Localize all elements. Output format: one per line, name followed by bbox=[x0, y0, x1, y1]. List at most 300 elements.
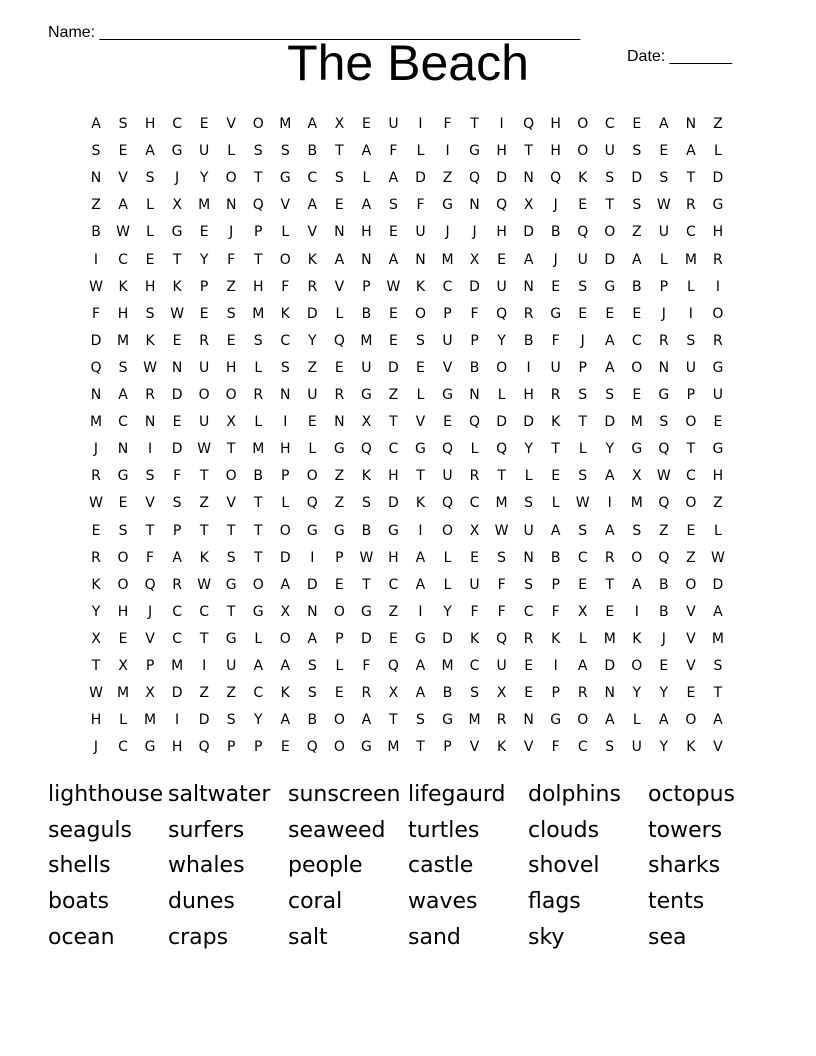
grid-letter: R bbox=[145, 387, 155, 403]
grid-letter: S bbox=[578, 468, 588, 485]
grid-letter: P bbox=[226, 739, 236, 756]
grid-letter: T bbox=[199, 630, 209, 647]
grid-letter: T bbox=[253, 549, 263, 566]
grid-letter: V bbox=[686, 603, 696, 620]
grid-letter: P bbox=[578, 359, 587, 376]
grid-letter: L bbox=[119, 712, 127, 729]
grid-letter: T bbox=[145, 522, 155, 539]
grid-letter: Z bbox=[226, 278, 236, 295]
word-list-item: castle bbox=[408, 853, 474, 878]
grid-letter: D bbox=[712, 576, 724, 593]
grid-letter: P bbox=[335, 630, 344, 647]
grid-letter: P bbox=[470, 332, 479, 349]
word-list-item: waves bbox=[408, 889, 478, 914]
grid-letter: A bbox=[713, 712, 723, 729]
grid-letter: Y bbox=[253, 712, 263, 729]
word-list-item: clouds bbox=[528, 818, 600, 843]
grid-letter: D bbox=[361, 630, 372, 647]
grid-letter: Q bbox=[442, 441, 454, 458]
grid-letter: L bbox=[443, 549, 452, 566]
grid-letter: P bbox=[199, 278, 209, 295]
grid-letter: H bbox=[712, 224, 724, 241]
grid-letter: P bbox=[145, 658, 155, 674]
grid-letter: F bbox=[416, 197, 425, 214]
grid-letter: T bbox=[686, 170, 696, 187]
grid-letter: M bbox=[252, 441, 265, 458]
grid-letter: R bbox=[199, 332, 210, 349]
grid-letter: K bbox=[551, 414, 561, 431]
grid-letter: A bbox=[415, 549, 426, 566]
grid-letter: U bbox=[631, 739, 642, 756]
grid-letter: I bbox=[634, 603, 639, 620]
word-list-item: sea bbox=[648, 925, 687, 950]
grid-letter: J bbox=[93, 739, 99, 756]
grid-letter: S bbox=[659, 170, 669, 187]
grid-letter: L bbox=[308, 441, 317, 458]
grid-letter: L bbox=[281, 224, 290, 241]
grid-letter: D bbox=[415, 170, 426, 187]
grid-letter: N bbox=[307, 603, 318, 620]
grid-letter: L bbox=[497, 387, 506, 403]
grid-letter: L bbox=[686, 278, 695, 295]
grid-letter: Z bbox=[686, 549, 696, 566]
grid-letter: N bbox=[523, 549, 534, 566]
grid-letter: E bbox=[280, 739, 290, 756]
grid-letter: Z bbox=[199, 685, 209, 702]
grid-letter: S bbox=[145, 170, 155, 187]
grid-letter: S bbox=[497, 549, 507, 566]
grid-letter: S bbox=[226, 305, 236, 322]
grid-letter: Q bbox=[333, 332, 345, 349]
grid-letter: E bbox=[226, 332, 236, 349]
grid-letter: E bbox=[172, 332, 182, 349]
grid-letter: Y bbox=[443, 603, 452, 620]
grid-letter: A bbox=[388, 170, 399, 187]
grid-letter: L bbox=[714, 522, 722, 539]
grid-letter: I bbox=[526, 359, 531, 376]
grid-letter: O bbox=[685, 576, 697, 593]
grid-letter: M bbox=[144, 712, 157, 729]
grid-letter: T bbox=[416, 739, 425, 756]
grid-letter: S bbox=[172, 495, 182, 512]
grid-letter: V bbox=[469, 739, 480, 756]
grid-letter: G bbox=[279, 170, 291, 187]
grid-letter: I bbox=[283, 414, 288, 431]
grid-letter: Y bbox=[524, 441, 533, 458]
grid-letter: A bbox=[415, 685, 426, 702]
grid-letter: A bbox=[659, 116, 669, 132]
grid-letter: M bbox=[252, 305, 265, 322]
grid-letter: W bbox=[89, 685, 103, 702]
grid-letter: A bbox=[361, 712, 372, 729]
grid-letter: V bbox=[118, 170, 128, 187]
grid-letter: U bbox=[199, 414, 210, 431]
grid-letter: N bbox=[685, 116, 697, 132]
grid-letter: U bbox=[496, 658, 507, 674]
grid-letter: I bbox=[93, 251, 99, 268]
grid-letter: Q bbox=[469, 414, 481, 431]
grid-letter: U bbox=[199, 359, 210, 376]
grid-letter: U bbox=[658, 224, 669, 241]
word-list-item: seaguls bbox=[48, 818, 132, 843]
grid-letter: N bbox=[658, 359, 670, 376]
grid-letter: H bbox=[117, 305, 129, 322]
grid-letter: V bbox=[415, 414, 426, 431]
grid-letter: D bbox=[198, 712, 210, 729]
grid-letter: P bbox=[335, 549, 344, 566]
grid-letter: X bbox=[523, 197, 534, 214]
grid-letter: V bbox=[307, 224, 318, 241]
grid-letter: U bbox=[307, 387, 318, 403]
grid-letter: O bbox=[333, 603, 345, 620]
grid-letter: F bbox=[551, 332, 560, 349]
grid-letter: X bbox=[118, 658, 128, 674]
grid-letter: R bbox=[469, 468, 480, 485]
grid-letter: G bbox=[469, 143, 480, 160]
grid-letter: B bbox=[361, 522, 372, 539]
grid-letter: Q bbox=[496, 197, 508, 214]
grid-letter: E bbox=[578, 305, 588, 322]
grid-letter: E bbox=[334, 576, 344, 593]
grid-letter: I bbox=[202, 658, 207, 674]
grid-letter: P bbox=[443, 739, 452, 756]
grid-letter: F bbox=[497, 576, 506, 593]
grid-letter: Z bbox=[199, 495, 209, 512]
grid-letter: D bbox=[388, 495, 399, 512]
grid-letter: M bbox=[684, 251, 697, 268]
grid-letter: K bbox=[280, 305, 290, 322]
grid-letter: L bbox=[714, 143, 722, 160]
grid-letter: K bbox=[307, 251, 317, 268]
grid-letter: C bbox=[118, 739, 128, 756]
grid-letter: K bbox=[118, 278, 128, 295]
grid-letter: T bbox=[226, 603, 236, 620]
grid-letter: C bbox=[685, 224, 696, 241]
grid-letter: T bbox=[226, 522, 236, 539]
grid-letter: E bbox=[172, 414, 182, 431]
grid-letter: I bbox=[499, 116, 504, 132]
word-list-item: whales bbox=[168, 853, 245, 878]
grid-letter: Q bbox=[496, 630, 508, 647]
grid-letter: O bbox=[577, 143, 589, 160]
word-list-item: lifegaurd bbox=[408, 782, 506, 807]
grid-letter: S bbox=[91, 143, 101, 160]
grid-letter: H bbox=[523, 387, 534, 403]
grid-letter: H bbox=[117, 603, 129, 620]
grid-letter: O bbox=[577, 116, 589, 132]
word-list-item: shells bbox=[48, 853, 111, 878]
grid-letter: V bbox=[145, 630, 155, 647]
grid-letter: L bbox=[254, 359, 263, 376]
grid-letter: E bbox=[632, 305, 642, 322]
grid-letter: L bbox=[146, 197, 154, 214]
grid-letter: C bbox=[280, 332, 291, 349]
grid-letter: C bbox=[388, 576, 399, 593]
grid-letter: G bbox=[415, 630, 426, 647]
grid-letter: C bbox=[199, 603, 210, 620]
grid-letter: T bbox=[605, 576, 615, 593]
word-list-item: coral bbox=[288, 889, 343, 914]
word-list-item: ocean bbox=[48, 925, 115, 950]
grid-letter: G bbox=[550, 305, 562, 322]
grid-letter: X bbox=[361, 414, 372, 431]
grid-letter: F bbox=[91, 305, 101, 322]
grid-letter: G bbox=[360, 603, 372, 620]
grid-letter: B bbox=[307, 143, 318, 160]
grid-letter: H bbox=[388, 468, 399, 485]
grid-letter: I bbox=[553, 658, 558, 674]
grid-letter: G bbox=[171, 224, 183, 241]
grid-letter: M bbox=[630, 414, 643, 431]
grid-letter: A bbox=[550, 522, 561, 539]
grid-letter: U bbox=[496, 278, 507, 295]
grid-letter: D bbox=[523, 414, 535, 431]
grid-letter: C bbox=[307, 170, 318, 187]
grid-letter: H bbox=[280, 441, 291, 458]
grid-letter: N bbox=[523, 170, 534, 187]
grid-letter: F bbox=[497, 603, 506, 620]
grid-letter: G bbox=[712, 441, 724, 458]
grid-letter: D bbox=[171, 685, 183, 702]
grid-letter: Q bbox=[658, 549, 670, 566]
word-list-item: sunscreen bbox=[288, 782, 401, 807]
grid-letter: J bbox=[661, 630, 666, 647]
grid-letter: P bbox=[172, 522, 182, 539]
grid-letter: G bbox=[442, 387, 453, 403]
grid-letter: F bbox=[551, 603, 560, 620]
grid-letter: P bbox=[686, 387, 696, 403]
grid-letter: K bbox=[632, 630, 642, 647]
grid-letter: P bbox=[281, 468, 290, 485]
grid-letter: N bbox=[225, 197, 237, 214]
grid-letter: O bbox=[333, 739, 345, 756]
grid-letter: M bbox=[711, 630, 724, 647]
grid-letter: S bbox=[280, 143, 290, 160]
grid-letter: S bbox=[686, 332, 696, 349]
grid-letter: S bbox=[307, 658, 317, 674]
grid-letter: C bbox=[577, 739, 588, 756]
grid-letter: E bbox=[389, 332, 398, 349]
grid-letter: E bbox=[578, 576, 588, 593]
grid-letter: P bbox=[254, 739, 263, 756]
grid-letter: U bbox=[442, 332, 453, 349]
grid-letter: O bbox=[252, 576, 264, 593]
grid-letter: G bbox=[225, 630, 237, 647]
grid-letter: D bbox=[469, 278, 480, 295]
grid-letter: F bbox=[389, 143, 398, 160]
grid-letter: X bbox=[172, 197, 182, 214]
grid-letter: G bbox=[442, 712, 453, 729]
word-list-item: towers bbox=[648, 818, 723, 843]
grid-letter: E bbox=[91, 522, 101, 539]
grid-letter: M bbox=[279, 116, 292, 132]
grid-letter: S bbox=[632, 197, 642, 214]
grid-letter: O bbox=[631, 658, 643, 674]
grid-letter: Z bbox=[659, 522, 669, 539]
grid-letter: G bbox=[171, 143, 183, 160]
grid-letter: H bbox=[388, 549, 399, 566]
grid-letter: S bbox=[524, 495, 534, 512]
grid-letter: R bbox=[307, 278, 318, 295]
grid-letter: Q bbox=[198, 739, 210, 756]
grid-letter: X bbox=[280, 603, 291, 620]
grid-letter: P bbox=[362, 278, 371, 295]
grid-letter: T bbox=[470, 116, 479, 132]
grid-letter: W bbox=[143, 359, 157, 376]
grid-letter: U bbox=[604, 143, 615, 160]
grid-letter: Q bbox=[252, 197, 264, 214]
grid-letter: B bbox=[523, 332, 534, 349]
grid-letter: Q bbox=[496, 441, 508, 458]
grid-letter: A bbox=[334, 251, 345, 268]
grid-letter: R bbox=[604, 549, 615, 566]
word-list-item: surfers bbox=[168, 818, 245, 843]
grid-letter: N bbox=[90, 170, 102, 187]
grid-letter: Z bbox=[388, 603, 399, 620]
grid-letter: E bbox=[524, 658, 534, 674]
grid-letter: V bbox=[713, 739, 723, 756]
grid-letter: H bbox=[496, 143, 507, 160]
grid-letter: H bbox=[712, 468, 724, 485]
grid-letter: V bbox=[145, 495, 155, 512]
grid-letter: J bbox=[472, 224, 477, 241]
grid-letter: O bbox=[631, 359, 643, 376]
grid-letter: E bbox=[524, 685, 534, 702]
grid-letter: U bbox=[199, 143, 210, 160]
grid-letter: A bbox=[361, 197, 372, 214]
grid-letter: B bbox=[91, 224, 101, 241]
grid-letter: Q bbox=[550, 170, 562, 187]
grid-letter: E bbox=[686, 522, 696, 539]
grid-letter: E bbox=[389, 305, 398, 322]
grid-letter: B bbox=[550, 549, 561, 566]
grid-letter: E bbox=[416, 359, 425, 376]
grid-letter: N bbox=[117, 441, 129, 458]
grid-letter: I bbox=[310, 549, 315, 566]
grid-letter: A bbox=[415, 576, 426, 593]
grid-letter: N bbox=[144, 414, 156, 431]
grid-letter: A bbox=[632, 576, 642, 593]
grid-letter: C bbox=[172, 630, 182, 647]
grid-letter: T bbox=[551, 441, 560, 458]
grid-letter: W bbox=[116, 224, 130, 241]
word-list-item: boats bbox=[48, 889, 109, 914]
grid-letter: S bbox=[145, 468, 155, 485]
grid-letter: X bbox=[632, 468, 642, 485]
grid-letter: L bbox=[632, 712, 641, 729]
grid-letter: J bbox=[580, 332, 585, 349]
grid-letter: N bbox=[415, 251, 426, 268]
grid-letter: N bbox=[171, 359, 183, 376]
grid-letter: T bbox=[686, 441, 696, 458]
name-field-label: Name: ______________________________________________________ bbox=[48, 24, 581, 41]
grid-letter: T bbox=[389, 712, 398, 729]
grid-letter: G bbox=[333, 441, 345, 458]
grid-letter: V bbox=[523, 739, 534, 756]
grid-letter: E bbox=[199, 224, 209, 241]
grid-letter: G bbox=[415, 441, 426, 458]
grid-letter: G bbox=[360, 387, 372, 403]
grid-letter: E bbox=[443, 414, 452, 431]
grid-letter: W bbox=[386, 278, 401, 295]
grid-letter: C bbox=[631, 332, 642, 349]
grid-letter: C bbox=[469, 495, 480, 512]
grid-letter: I bbox=[607, 495, 612, 512]
grid-letter: R bbox=[523, 630, 534, 647]
grid-letter: D bbox=[496, 414, 507, 431]
grid-letter: G bbox=[144, 739, 156, 756]
grid-letter: Z bbox=[226, 685, 236, 702]
grid-letter: Q bbox=[577, 224, 589, 241]
grid-letter: G bbox=[117, 468, 129, 485]
word-list-item: salt bbox=[288, 925, 328, 950]
grid-letter: C bbox=[388, 441, 399, 458]
grid-letter: P bbox=[254, 224, 263, 241]
grid-letter: Z bbox=[388, 387, 399, 403]
grid-letter: U bbox=[361, 359, 372, 376]
grid-letter: S bbox=[145, 305, 155, 322]
grid-letter: U bbox=[550, 359, 561, 376]
grid-letter: Q bbox=[442, 495, 454, 512]
grid-letter: L bbox=[362, 170, 371, 187]
grid-letter: Q bbox=[90, 359, 102, 376]
grid-letter: Z bbox=[334, 468, 345, 485]
grid-letter: D bbox=[712, 170, 724, 187]
grid-letter: R bbox=[686, 197, 696, 214]
grid-letter: A bbox=[604, 522, 615, 539]
grid-letter: O bbox=[279, 522, 291, 539]
grid-letter: T bbox=[253, 251, 263, 268]
grid-letter: L bbox=[551, 495, 560, 512]
grid-letter: X bbox=[226, 414, 236, 431]
grid-letter: A bbox=[577, 658, 588, 674]
grid-letter: R bbox=[172, 576, 182, 593]
grid-letter: O bbox=[117, 549, 129, 566]
grid-letter: X bbox=[469, 522, 480, 539]
grid-letter: Q bbox=[658, 495, 670, 512]
grid-letter: Z bbox=[442, 170, 453, 187]
grid-letter: T bbox=[172, 251, 182, 268]
grid-letter: X bbox=[469, 251, 480, 268]
grid-letter: Z bbox=[713, 116, 723, 132]
grid-letter: O bbox=[333, 712, 345, 729]
grid-letter: K bbox=[469, 630, 480, 647]
grid-letter: F bbox=[443, 116, 452, 132]
grid-letter: W bbox=[359, 549, 374, 566]
grid-letter: T bbox=[199, 522, 209, 539]
grid-letter: X bbox=[91, 630, 101, 647]
grid-letter: E bbox=[605, 305, 615, 322]
grid-letter: C bbox=[442, 278, 453, 295]
grid-letter: M bbox=[441, 251, 454, 268]
word-list-item: flags bbox=[528, 889, 581, 914]
grid-letter: Q bbox=[306, 495, 318, 512]
grid-letter: F bbox=[362, 658, 371, 674]
grid-letter: I bbox=[148, 441, 153, 458]
grid-letter: D bbox=[523, 224, 535, 241]
grid-letter: B bbox=[550, 224, 561, 241]
grid-letter: O bbox=[225, 387, 237, 403]
grid-letter: A bbox=[253, 658, 264, 674]
grid-letter: O bbox=[225, 170, 237, 187]
grid-letter: L bbox=[578, 441, 587, 458]
grid-letter: Q bbox=[496, 305, 508, 322]
grid-letter: I bbox=[688, 305, 693, 322]
grid-letter: V bbox=[686, 658, 696, 674]
grid-letter: S bbox=[280, 359, 290, 376]
grid-letter: N bbox=[280, 387, 291, 403]
grid-letter: L bbox=[254, 630, 263, 647]
